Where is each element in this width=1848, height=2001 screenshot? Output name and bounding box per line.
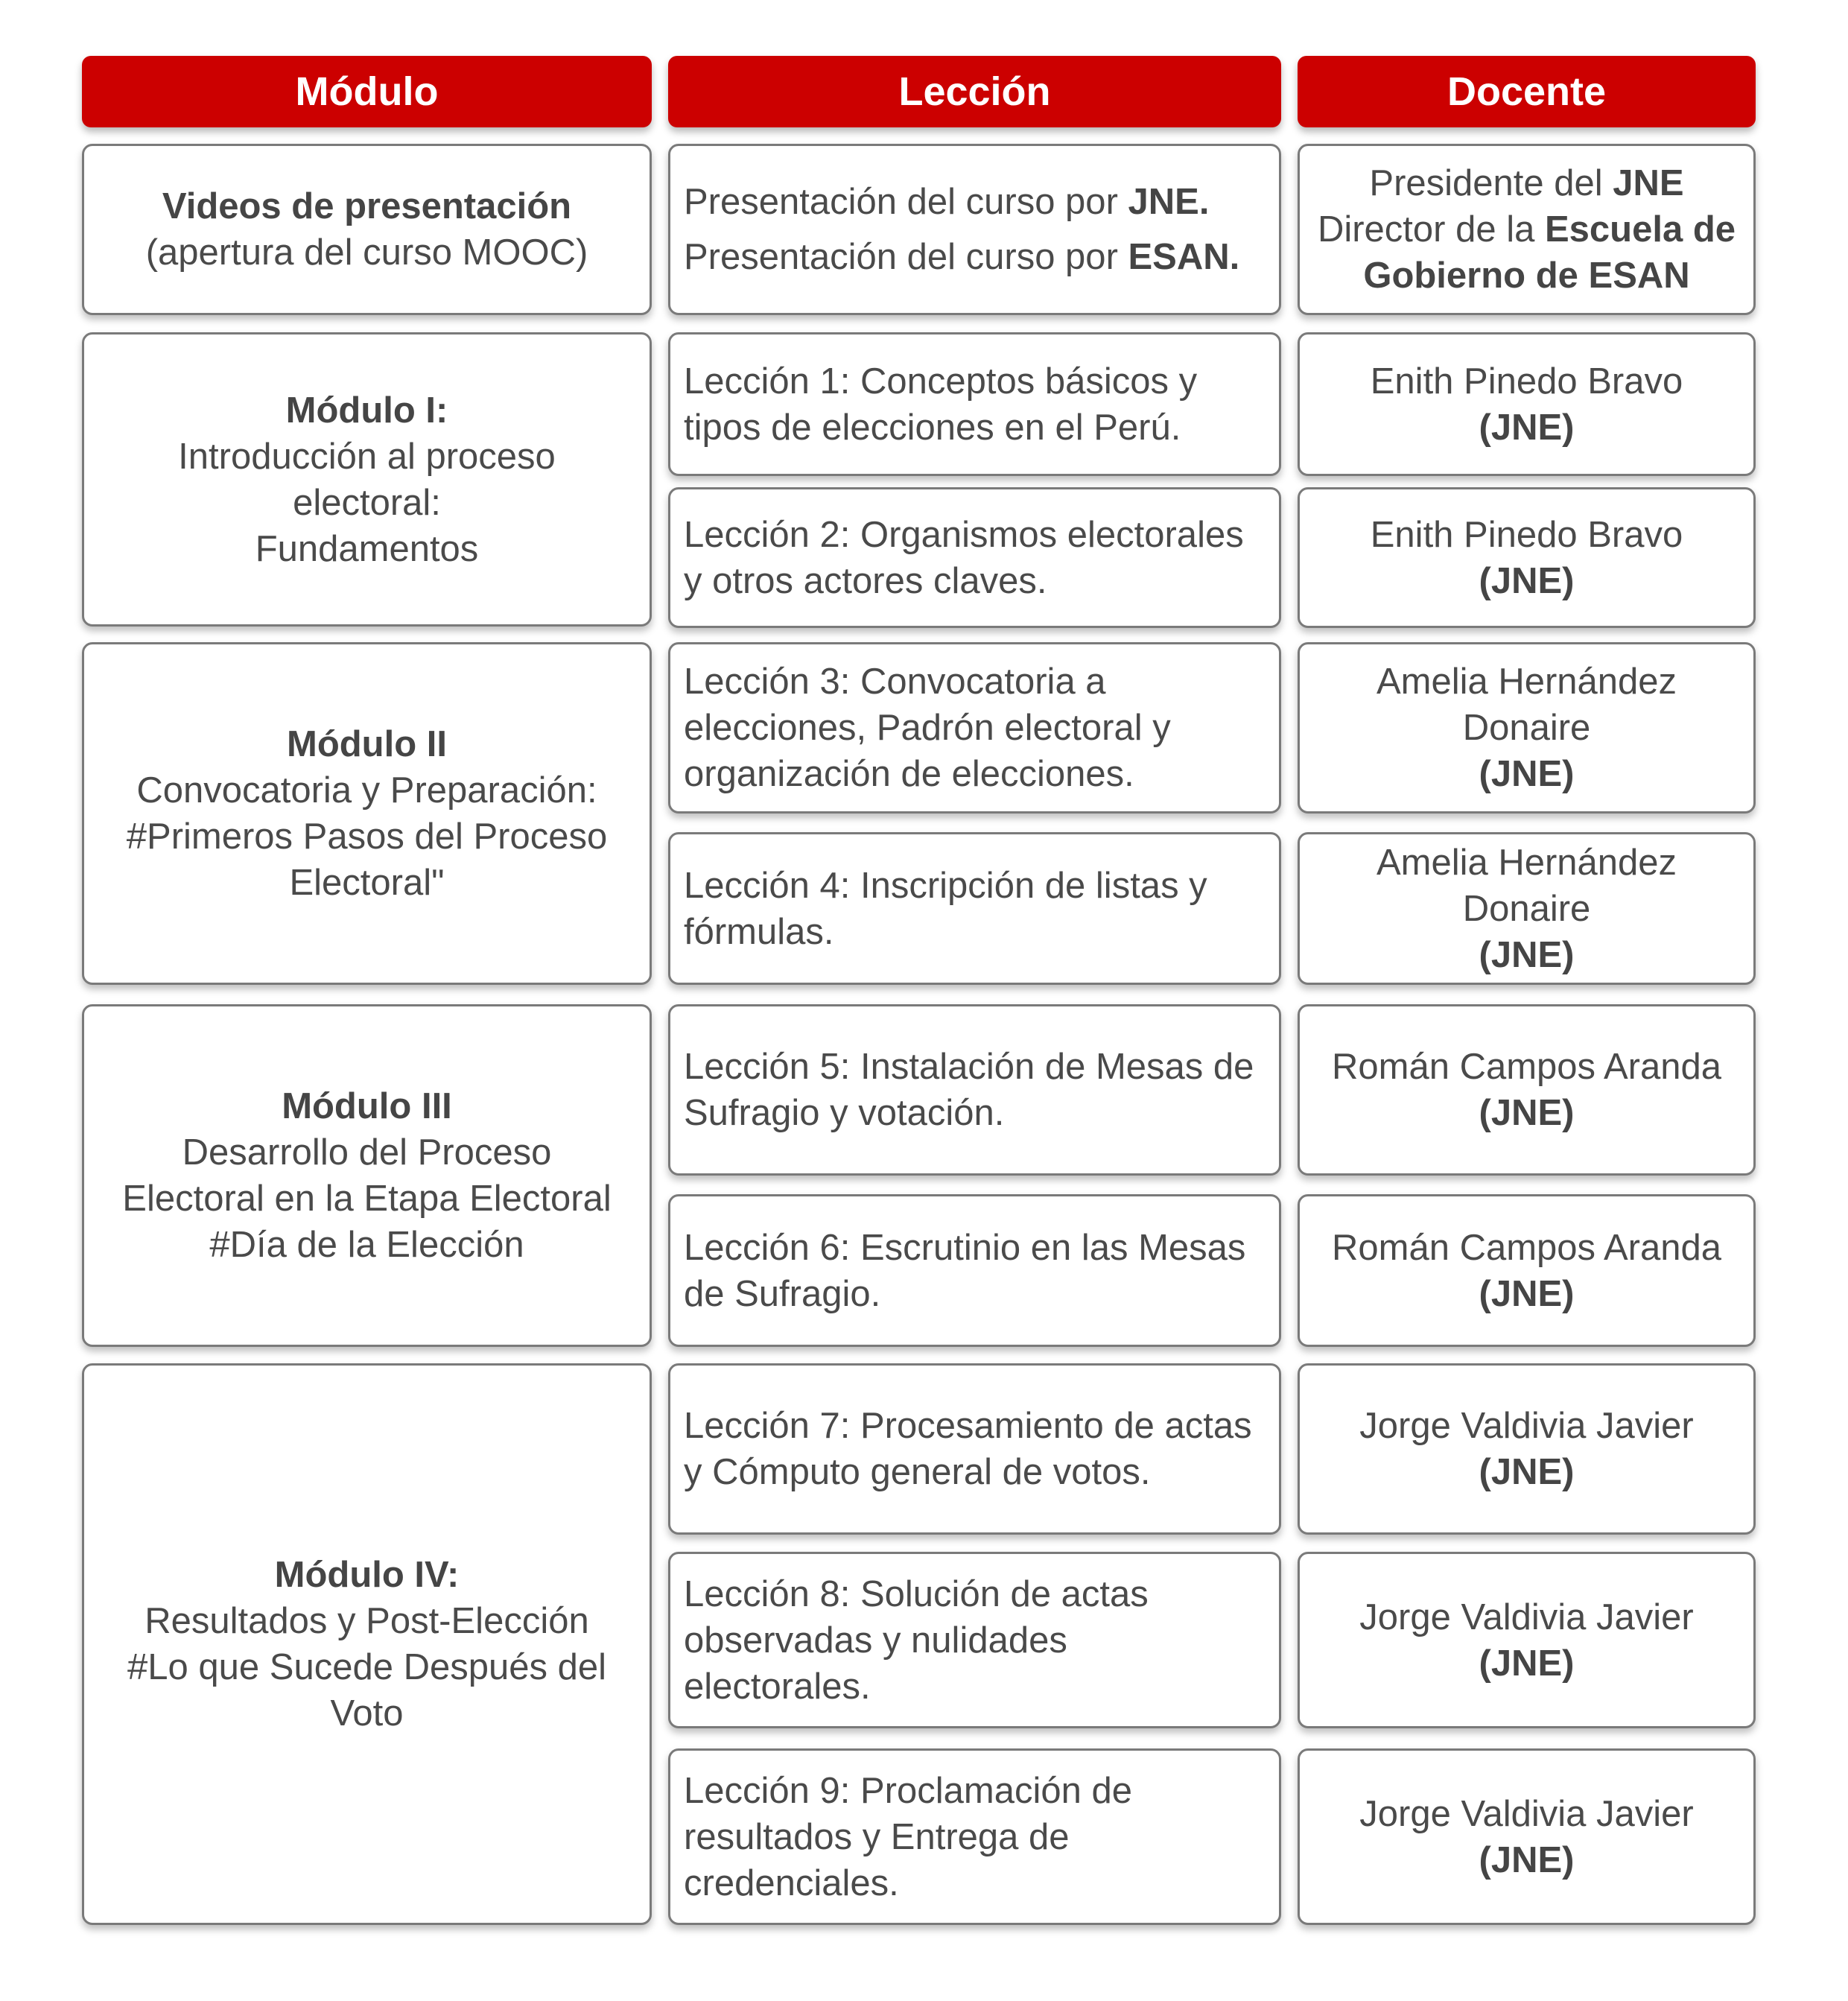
leccion-line: fórmulas. xyxy=(684,911,834,952)
docente-cell-5 xyxy=(1298,1004,1756,1176)
header-leccion: Lección xyxy=(668,56,1281,127)
docente-cell-2 xyxy=(1298,487,1756,628)
docente-name: Jorge Valdivia Javier xyxy=(1359,1406,1694,1446)
modulo-title: Módulo III xyxy=(282,1086,452,1126)
modulo-cell-4 xyxy=(82,1363,652,1925)
docente-name: Donaire xyxy=(1462,708,1591,748)
modulo-line: Electoral en la Etapa Electoral xyxy=(122,1179,612,1219)
docente-org: (JNE) xyxy=(1479,1643,1575,1684)
docente-cell-8 xyxy=(1298,1552,1756,1728)
docente-org: (JNE) xyxy=(1479,754,1575,794)
leccion-line: Presentación del curso por ESAN. xyxy=(684,237,1240,277)
leccion-line: de Sufragio. xyxy=(684,1273,881,1314)
leccion-line: elecciones, Padrón electoral y xyxy=(684,708,1171,748)
leccion-line: organización de elecciones. xyxy=(684,754,1134,794)
leccion-line: y Cómputo general de votos. xyxy=(684,1452,1151,1492)
docente-name: Román Campos Aranda xyxy=(1332,1227,1721,1268)
docente-name: Jorge Valdivia Javier xyxy=(1359,1596,1694,1637)
leccion-line: Lección 7: Procesamiento de actas xyxy=(684,1406,1252,1446)
modulo-line: Voto xyxy=(330,1693,404,1734)
leccion-line: Lección 9: Proclamación de xyxy=(684,1770,1132,1811)
leccion-line: Lección 5: Instalación de Mesas de xyxy=(684,1047,1254,1087)
leccion-line: Lección 8: Solución de actas xyxy=(684,1573,1149,1614)
modulo-line: Electoral" xyxy=(289,863,445,903)
modulo-title: Módulo IV: xyxy=(274,1555,460,1595)
docente-org: (JNE) xyxy=(1479,1839,1575,1880)
docente-name: Amelia Hernández xyxy=(1376,842,1677,883)
modulo-subtitle: (apertura del curso MOOC) xyxy=(145,232,588,273)
docente-name: Enith Pinedo Bravo xyxy=(1370,361,1683,402)
leccion-line: Lección 1: Conceptos básicos y xyxy=(684,361,1198,402)
docente-name: Enith Pinedo Bravo xyxy=(1370,514,1683,555)
modulo-line: Introducción al proceso xyxy=(178,436,556,477)
docente-org: (JNE) xyxy=(1479,1452,1575,1492)
docente-cell-7 xyxy=(1298,1363,1756,1535)
modulo-cell-3 xyxy=(82,1004,652,1347)
docente-org: (JNE) xyxy=(1479,407,1575,448)
docente-cell-3 xyxy=(1298,642,1756,814)
docente-name: Jorge Valdivia Javier xyxy=(1359,1793,1694,1834)
leccion-line: Lección 2: Organismos electorales xyxy=(684,514,1244,555)
leccion-cell-intro xyxy=(668,144,1281,315)
leccion-line: tipos de elecciones en el Perú. xyxy=(684,407,1181,448)
modulo-title: Módulo I: xyxy=(285,390,448,431)
modulo-title: Módulo II xyxy=(287,724,447,764)
docente-org: (JNE) xyxy=(1479,560,1575,601)
header-modulo: Módulo xyxy=(82,56,652,127)
docente-name: Donaire xyxy=(1462,888,1591,929)
leccion-cell-9 xyxy=(668,1748,1281,1925)
docente-cell-intro xyxy=(1298,144,1756,315)
docente-line: Director de la Escuela de xyxy=(1317,209,1736,250)
docente-cell-6 xyxy=(1298,1194,1756,1347)
leccion-line: Lección 3: Convocatoria a xyxy=(684,662,1106,702)
docente-org: (JNE) xyxy=(1479,1273,1575,1314)
modulo-line: electoral: xyxy=(293,482,441,523)
leccion-line: resultados y Entrega de xyxy=(684,1816,1070,1857)
docente-org: (JNE) xyxy=(1479,934,1575,975)
leccion-line: Lección 6: Escrutinio en las Mesas xyxy=(684,1227,1246,1268)
modulo-cell-2 xyxy=(82,642,652,985)
docente-line: Presidente del JNE xyxy=(1369,163,1684,203)
leccion-line: Lección 4: Inscripción de listas y xyxy=(684,865,1207,906)
docente-cell-9 xyxy=(1298,1748,1756,1925)
docente-line: Gobierno de ESAN xyxy=(1363,256,1690,296)
leccion-line: Sufragio y votación. xyxy=(684,1093,1005,1133)
modulo-cell-1 xyxy=(82,332,652,627)
modulo-line: Convocatoria y Preparación: xyxy=(136,770,597,811)
header-docente: Docente xyxy=(1298,56,1756,127)
leccion-cell-4 xyxy=(668,832,1281,985)
docente-cell-4 xyxy=(1298,832,1756,985)
leccion-cell-3 xyxy=(668,642,1281,814)
leccion-cell-8 xyxy=(668,1552,1281,1728)
modulo-line: #Lo que Sucede Después del xyxy=(127,1647,606,1687)
leccion-cell-7 xyxy=(668,1363,1281,1535)
modulo-line: #Día de la Elección xyxy=(209,1225,524,1265)
leccion-line: y otros actores claves. xyxy=(684,560,1047,601)
leccion-cell-2 xyxy=(668,487,1281,628)
modulo-line: Fundamentos xyxy=(255,528,479,569)
modulo-line: #Primeros Pasos del Proceso xyxy=(126,816,608,857)
modulo-title: Videos de presentación xyxy=(162,186,572,226)
docente-name: Amelia Hernández xyxy=(1376,662,1677,702)
docente-org: (JNE) xyxy=(1479,1093,1575,1133)
docente-cell-1 xyxy=(1298,332,1756,476)
modulo-cell-intro xyxy=(82,144,652,315)
leccion-line: observadas y nulidades xyxy=(684,1620,1067,1661)
modulo-line: Desarrollo del Proceso xyxy=(182,1132,552,1173)
leccion-cell-5 xyxy=(668,1004,1281,1176)
modulo-line: Resultados y Post-Elección xyxy=(145,1601,589,1641)
leccion-cell-1 xyxy=(668,332,1281,476)
docente-name: Román Campos Aranda xyxy=(1332,1047,1721,1087)
leccion-line: credenciales. xyxy=(684,1862,899,1903)
leccion-cell-6 xyxy=(668,1194,1281,1347)
leccion-line: Presentación del curso por JNE. xyxy=(684,182,1210,222)
leccion-line: electorales. xyxy=(684,1666,871,1707)
